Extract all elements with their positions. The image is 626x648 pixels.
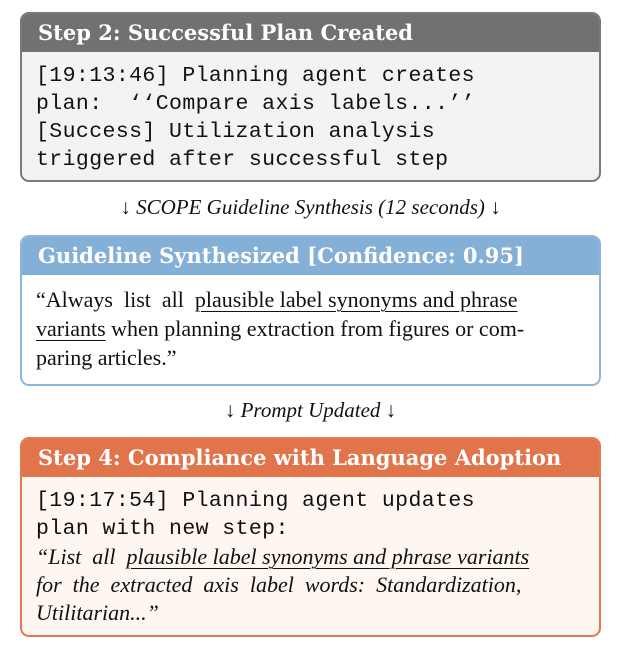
- guideline-text-segment: when planning extraction from figures or com-: [105, 316, 525, 341]
- synthesis-connector: [20, 195, 601, 219]
- step4-underlined-text: plausible label synonyms and phrase variants: [126, 544, 530, 569]
- step2-log-line: plan: ‘‘Compare axis labels...’’: [36, 92, 475, 116]
- step4-log-line: [19:17:54] Planning agent updates: [36, 489, 475, 513]
- step4-content: [22, 477, 599, 627]
- guideline-line: [36, 314, 585, 343]
- guideline-line: paring articles.”: [36, 345, 177, 370]
- step2-log-line: [19:13:46] Planning agent creates: [36, 64, 475, 88]
- step4-quote-line: for the extracted axis label words: Standardization,: [36, 572, 522, 597]
- step4-quote-line: Utilitarian...”: [36, 600, 159, 625]
- step4-quote-segment: “List all: [36, 544, 127, 569]
- step2-log-line: triggered after successful step: [36, 148, 449, 172]
- guideline-text: [22, 275, 599, 372]
- guideline-underlined-text: plausible label synonyms and phrase: [194, 287, 518, 312]
- step4-title: Step 4: Compliance with Language Adoption: [22, 439, 599, 477]
- step2-title: Step 2: Successful Plan Created: [22, 14, 599, 52]
- step2-log: [22, 52, 599, 174]
- guideline-box: [20, 235, 601, 386]
- step2-box: [20, 12, 601, 182]
- down-arrow-icon: ↓: [490, 195, 501, 219]
- step4-box: [20, 437, 601, 637]
- prompt-updated-connector: [20, 398, 601, 422]
- step2-log-line: [Success] Utilization analysis: [36, 120, 436, 144]
- step4-log-line: plan with new step:: [36, 517, 289, 541]
- guideline-line: [36, 285, 585, 314]
- prompt-updated-label: Prompt Updated: [240, 398, 381, 422]
- down-arrow-icon: ↓: [224, 398, 236, 422]
- guideline-underlined-text: variants: [36, 316, 106, 341]
- down-arrow-icon: ↓: [385, 398, 397, 422]
- synthesis-label: SCOPE Guideline Synthesis (12 seconds): [136, 195, 485, 219]
- step4-quote-line: [36, 543, 585, 571]
- guideline-title: Guideline Synthesized [Confidence: 0.95]: [22, 237, 599, 275]
- guideline-text-segment: “Always list all: [36, 287, 195, 312]
- down-arrow-icon: ↓: [120, 195, 131, 219]
